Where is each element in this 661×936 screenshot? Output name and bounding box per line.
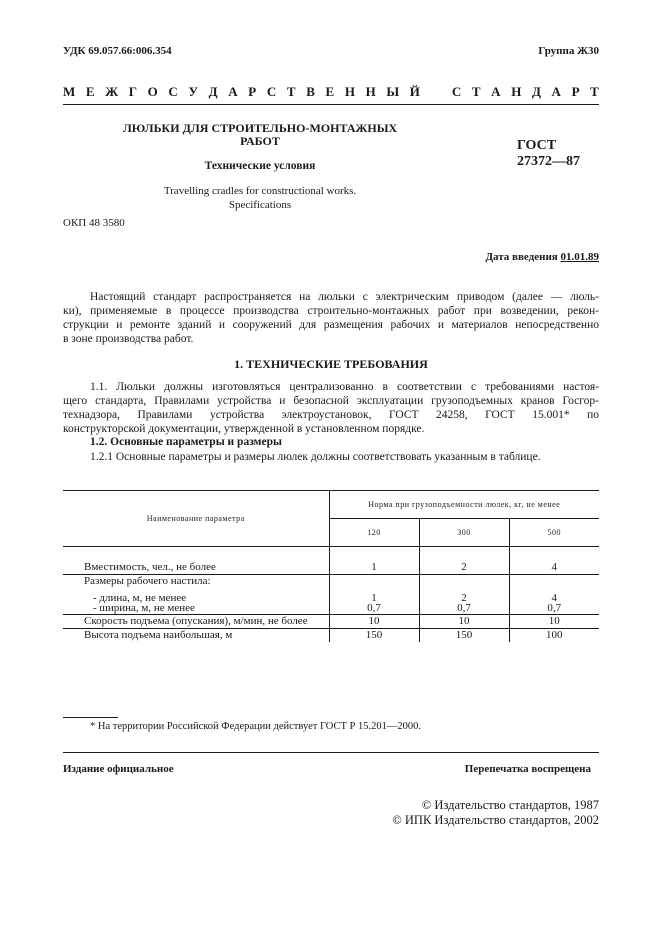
title-line: ЛЮЛЬКИ ДЛЯ СТРОИТЕЛЬНО-МОНТАЖНЫХ: [122, 121, 398, 135]
gost-label: ГОСТ: [517, 138, 557, 153]
heading-letter: Д: [208, 84, 218, 99]
text-line: в зоне производства работ.: [63, 333, 194, 345]
heading-letter: Т: [590, 84, 599, 99]
intro-date-value: 01.01.89: [560, 251, 599, 263]
intro-paragraph: [63, 290, 599, 346]
column-header-parameter: Наименование параметра: [63, 491, 329, 547]
paragraph-1-1: [63, 380, 599, 436]
table-cell-name: Вместимость, чел., не более: [84, 560, 216, 573]
heading-letter: Ж: [105, 84, 119, 99]
text-line: конструкторской документации, утвержденной в установленном порядке.: [63, 423, 425, 435]
table-row: [63, 628, 599, 642]
copyright-line: © Издательство стандартов, 1987: [421, 798, 599, 812]
intro-date: [485, 251, 599, 263]
table-cell-value: 10: [509, 614, 599, 628]
heading-letter: Р: [248, 84, 257, 99]
heading-letter: А: [491, 84, 501, 99]
heading-letter: А: [551, 84, 561, 99]
heading-letter: С: [451, 84, 462, 99]
table-cell-name: Скорость подъема (опускания), м/мин, не более: [63, 614, 329, 628]
table-cell-value: 0,7: [419, 603, 509, 615]
heading-letter: С: [168, 84, 178, 99]
text-line: ки), применяемые в процессе производства строительно-монтажных работ при возведении, рекон-: [63, 305, 599, 317]
table-cell-value: [419, 575, 509, 589]
table-cell-value: 4: [509, 593, 599, 603]
heading-letter: Т: [471, 84, 481, 99]
table-cell-name: Размеры рабочего настила:: [63, 575, 329, 589]
heading-letter: С: [266, 84, 277, 99]
table-cell-value: [329, 575, 419, 589]
reprint-prohibited: Перепечатка воспрещена: [464, 763, 591, 775]
heading-letter: Ы: [386, 84, 400, 99]
table-cell-value: 10: [329, 614, 419, 628]
table-row: [63, 614, 599, 628]
table-cell-value: 10: [419, 614, 509, 628]
document-title: [100, 122, 420, 148]
group-code: Группа Ж30: [538, 45, 599, 57]
table-cell-value: 150: [329, 628, 419, 642]
footer-rule: [63, 752, 599, 753]
table-cell-value: 1: [329, 593, 419, 603]
heading-letter: В: [306, 84, 315, 99]
heading-letter: Н: [344, 84, 355, 99]
document-subtitle: Технические условия: [204, 160, 316, 172]
table-row: [63, 593, 599, 603]
table-row: [63, 603, 599, 615]
text-line: 1.1. Люльки должны изготовляться централизованно в соответствии с требованиями настоя-: [90, 381, 599, 393]
gost-designation: [517, 138, 580, 170]
english-title: [100, 184, 420, 212]
table-cell-value: 0,7: [509, 603, 599, 615]
heading-letter: Е: [325, 84, 335, 99]
okp-code: ОКП 48 3580: [63, 217, 125, 229]
table-row: [63, 575, 599, 589]
table-cell-name: Высота подъема наибольшая, м: [63, 628, 329, 642]
column-header-load: 500: [509, 519, 599, 547]
header-rule: [63, 104, 599, 105]
heading-letter: Н: [365, 84, 376, 99]
heading-letter: Т: [286, 84, 296, 99]
heading-letter: Р: [571, 84, 580, 99]
table-cell-value: 2: [419, 593, 509, 603]
paragraph-1-2-1: 1.2.1 Основные параметры и размеры люлек должны соответствовать указанным в таблице.: [90, 451, 541, 463]
footnote: * На территории Российской Федерации действует ГОСТ Р 15.201—2000.: [90, 721, 421, 732]
text-line: Настоящий стандарт распространяется на люльки с электрическим приводом (далее — люль-: [90, 291, 599, 303]
heading-letter: А: [228, 84, 238, 99]
copyright-block: [392, 798, 599, 828]
table-cell-value: [509, 575, 599, 589]
heading-letter: Г: [128, 84, 138, 99]
section-heading: 1. ТЕХНИЧЕСКИЕ ТРЕБОВАНИЯ: [234, 357, 428, 371]
text-line: струкции и ремонте зданий и сооружений для размещения рабочих и материалов непосредственно: [63, 319, 599, 331]
heading-letter: Й: [409, 84, 420, 99]
english-title-line: Specifications: [228, 199, 292, 211]
paragraph-1-2-heading: 1.2. Основные параметры и размеры: [90, 436, 282, 448]
intro-date-label: Дата введения: [485, 251, 558, 263]
footnote-rule: [63, 717, 118, 718]
table-cell-name: - ширина, м, не менее: [93, 601, 195, 614]
text-line: технадзора, Правилами устройства электроустановок, ГОСТ 24258, ГОСТ 15.001* по: [63, 409, 599, 421]
table-cell-value: 150: [419, 628, 509, 642]
column-header-load: 300: [419, 519, 509, 547]
table-row: [63, 561, 599, 575]
title-line: РАБОТ: [240, 134, 280, 148]
column-header-norm: Норма при грузоподъемности люлек, кг, не менее: [329, 491, 599, 519]
table-cell-value: 2: [419, 561, 509, 575]
english-title-line: Travelling cradles for constructional works.: [163, 185, 357, 197]
heading-letter: О: [147, 84, 158, 99]
column-header-load: 120: [329, 519, 419, 547]
table-cell-value: 100: [509, 628, 599, 642]
table-cell-value: 0,7: [329, 603, 419, 615]
standard-type-heading: [63, 84, 599, 100]
gost-number: 27372—87: [517, 154, 580, 169]
text-line: щего стандарта, Правилами устройства и безопасной эксплуатации грузоподъемных кранов Госгор-: [63, 395, 599, 407]
copyright-line: © ИПК Издательство стандартов, 2002: [392, 813, 599, 827]
heading-letter: Е: [85, 84, 95, 99]
parameters-table: [63, 490, 599, 642]
table-cell-value: 1: [329, 561, 419, 575]
official-edition: Издание официальное: [63, 763, 174, 775]
heading-letter: У: [188, 84, 198, 99]
heading-letter: Д: [531, 84, 541, 99]
table-cell-name: - длина, м, не менее: [93, 591, 187, 604]
table-cell-value: 4: [509, 561, 599, 575]
udk-code: УДК 69.057.66:006.354: [63, 45, 172, 57]
heading-letter: М: [63, 84, 76, 99]
heading-letter: Н: [511, 84, 522, 99]
